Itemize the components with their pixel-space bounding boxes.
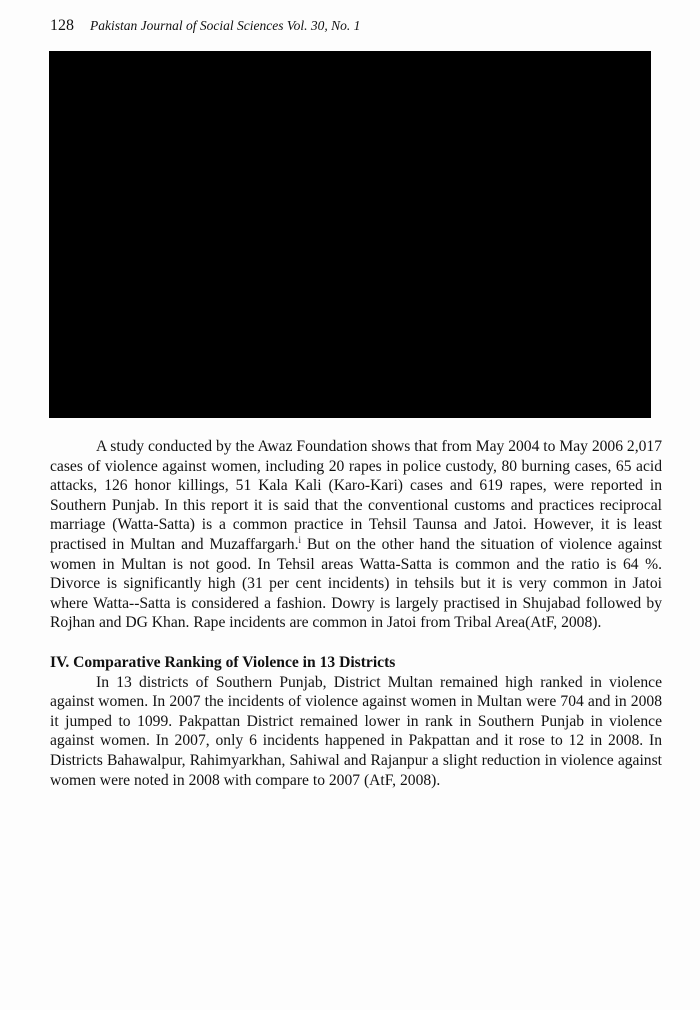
paragraph-awaz-study (50, 437, 662, 633)
paragraph-text-part1: A study conducted by the Awaz Foundation shows that from May 2004 to May 2006 2,017 cases of violence against women, including 20 rapes in police custody, 80 burning cases, 65 acid attacks, 126 honor killings, 51 Kala Kali (Karo-Kari) cases and 619 rapes, were reported in Southern Punjab. In this report it is said that the conventional customs and practices reciprocal marriage (Watta-Satta) is a common practice in Tehsil Taunsa and Jatoi. However, it is least practised in Multan and Muzaffargarh. (50, 438, 662, 553)
body-text (50, 437, 662, 790)
journal-title: Pakistan Journal of Social Sciences Vol. 30, No. 1 (90, 18, 361, 33)
paragraph-text-part2: But on the other hand the situation of violence against women in Multan is not good. In Tehsil areas Watta-Satta is common and the ratio is 64 %. Divorce is significantly high (31 per cent incidents) in tehsils but it is very common in Jatoi where Watta--Satta is considered a fashion. Dowry is largely practised in Shujabad followed by Rojhan and DG Khan. Rape incidents are common in Jatoi from Tribal Area(AtF, 2008). (50, 535, 662, 632)
paragraph-district-ranking: In 13 districts of Southern Punjab, District Multan remained high ranked in violence against women. In 2007 the incidents of violence against women in Multan were 704 and in 2008 it jumped to 1099. Pakpattan District remained lower in rank in Southern Punjab in violence against women. In 2007, only 6 incidents happened in Pakpattan and it rose to 12 in 2008. In Districts Bahawalpur, Rahimyarkhan, Sahiwal and Rajanpur a slight reduction in violence against women were noted in 2008 with compare to 2007 (AtF, 2008). (50, 673, 662, 789)
endnote-marker[interactable]: i (298, 534, 302, 545)
page-number: 128 (50, 17, 74, 34)
running-header (50, 17, 360, 35)
section-heading: IV. Comparative Ranking of Violence in 13 Districts (50, 653, 396, 671)
figure-image-black (49, 51, 651, 418)
